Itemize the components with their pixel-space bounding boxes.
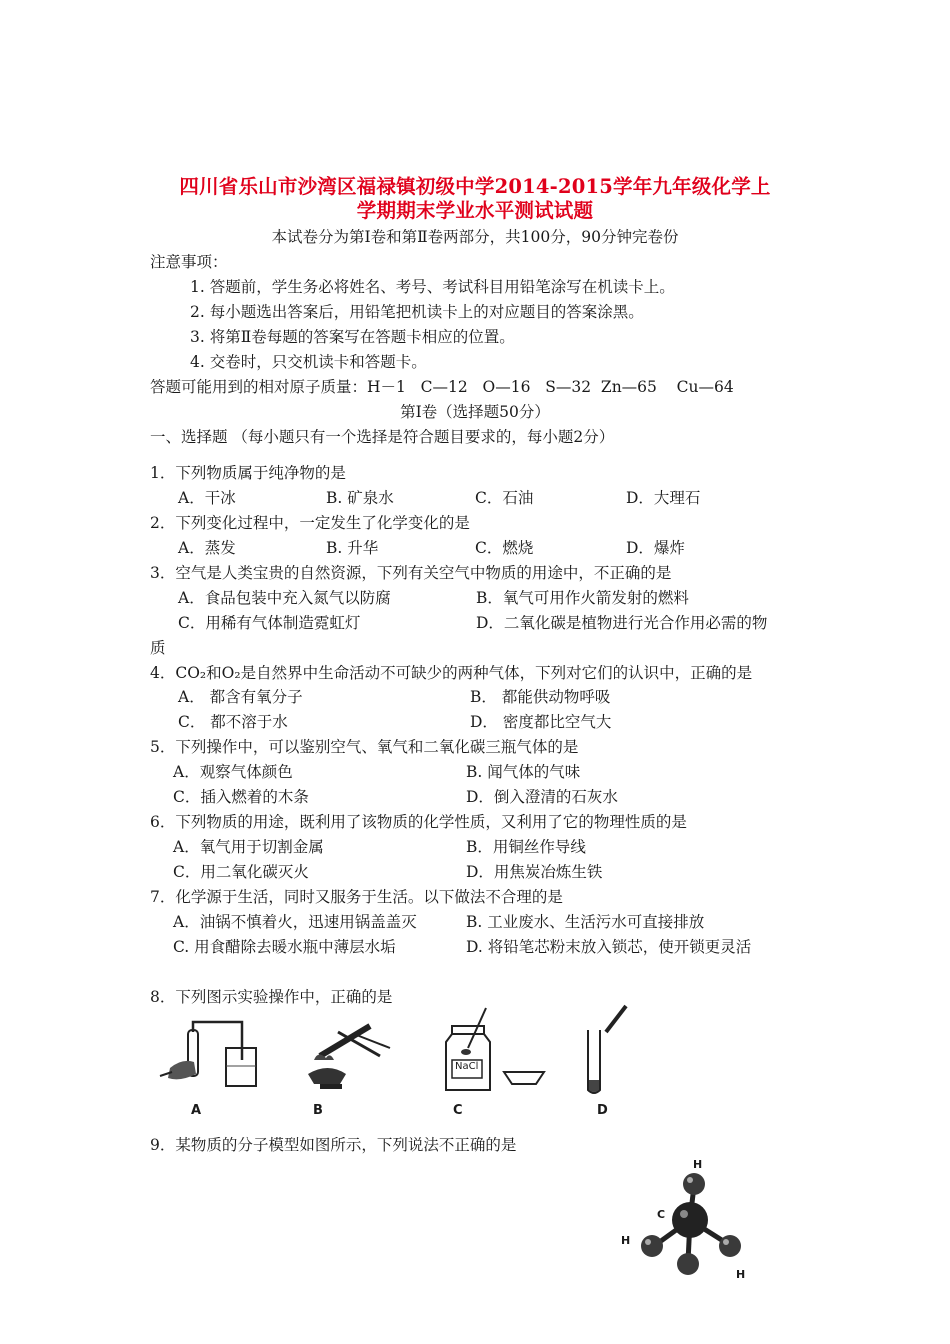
option-c: C．用二氧化碳灭火 <box>173 863 309 881</box>
option-d: D．大理石 <box>626 489 701 507</box>
atom-label-c: C <box>657 1208 666 1221</box>
lab-figure-d <box>580 1004 630 1100</box>
question-stem: 2．下列变化过程中，一定发生了化学变化的是 <box>150 514 470 532</box>
option-c: C．插入燃着的木条 <box>173 788 309 806</box>
option-b: B. 矿泉水 <box>326 489 394 507</box>
option-a: A．氧气用于切割金属 <box>173 838 324 856</box>
option-c: C． 都不溶于水 <box>178 713 288 731</box>
figure-label-d: D <box>597 1103 608 1118</box>
question-stem: 5．下列操作中，可以鉴别空气、氧气和二氧化碳三瓶气体的是 <box>150 738 579 756</box>
figure-label-a: A <box>191 1103 202 1118</box>
option-b: B． 都能供动物呼吸 <box>470 688 611 706</box>
section-heading: 一、选择题 （每小题只有一个选择是符合题目要求的，每小题2分） <box>150 428 615 446</box>
option-a: A．观察气体颜色 <box>173 763 293 781</box>
option-a: A．蒸发 <box>178 539 236 557</box>
atom-label-h-right: H <box>736 1268 746 1281</box>
question-stem: 1．下列物质属于纯净物的是 <box>150 464 346 482</box>
question-stem: 6．下列物质的用途，既利用了该物质的化学性质，又利用了它的物理性质的是 <box>150 813 687 831</box>
option-d: D．用焦炭冶炼生铁 <box>466 863 603 881</box>
option-d: D．爆炸 <box>626 539 685 557</box>
note-item-3: 3. 将第Ⅱ卷每题的答案写在答题卡相应的位置。 <box>190 328 515 346</box>
option-b: B．用铜丝作导线 <box>466 838 586 856</box>
exam-title-line2: 学期期末学业水平测试试题 <box>356 199 594 222</box>
option-a: A．食品包装中充入氮气以防腐 <box>178 589 391 607</box>
option-b: B．氧气可用作火箭发射的燃料 <box>476 589 689 607</box>
lab-figure-c <box>440 1008 560 1096</box>
note-item-1: 1. 答题前，学生务必将姓名、考号、考试科目用铅笔涂写在机读卡上。 <box>190 278 675 296</box>
option-d: D. 将铅笔芯粉末放入锁芯，使开锁更灵活 <box>466 938 752 956</box>
figure-label-b: B <box>313 1103 323 1118</box>
notes-heading: 注意事项： <box>150 253 228 271</box>
note-item-2: 2. 每小题选出答案后，用铅笔把机读卡上的对应题目的答案涂黑。 <box>190 303 644 321</box>
lab-figure-a <box>160 1018 260 1098</box>
option-continuation: 质 <box>150 639 166 657</box>
molecule-model <box>630 1170 770 1280</box>
exam-intro: 本试卷分为第Ⅰ卷和第Ⅱ卷两部分，共100分，90分钟完卷份 <box>271 228 679 246</box>
option-d: D．二氧化碳是植物进行光合作用必需的物 <box>476 614 768 632</box>
option-a: A． 都含有氧分子 <box>178 688 303 706</box>
option-c: C．石油 <box>475 489 534 507</box>
option-d: D．倒入澄清的石灰水 <box>466 788 618 806</box>
figure-label-c: C <box>453 1103 463 1118</box>
option-a: A．油锅不慎着火，迅速用锅盖盖灭 <box>173 913 417 931</box>
question-stem: 9．某物质的分子模型如图所示，下列说法不正确的是 <box>150 1136 517 1154</box>
option-b: B. 工业废水、生活污水可直接排放 <box>466 913 705 931</box>
atomic-masses: 答题可能用到的相对原子质量：H－1 C—12 O—16 S—32 Zn—65 Cu—64 <box>150 378 734 396</box>
part1-heading: 第Ⅰ卷（选择题50分） <box>400 403 550 421</box>
atom-label-h-top: H <box>693 1158 703 1171</box>
lab-figure-b <box>300 1012 395 1098</box>
option-c: C．燃烧 <box>475 539 534 557</box>
option-c: C．用稀有气体制造霓虹灯 <box>178 614 361 632</box>
option-d: D． 密度都比空气大 <box>470 713 612 731</box>
exam-title-line1: 四川省乐山市沙湾区福禄镇初级中学2014-2015学年九年级化学上 <box>179 175 771 198</box>
question-stem: 8．下列图示实验操作中，正确的是 <box>150 988 393 1006</box>
atom-label-h-left: H <box>621 1234 631 1247</box>
option-c: C. 用食醋除去暖水瓶中薄层水垢 <box>173 938 396 956</box>
question-stem: 4．CO₂和O₂是自然界中生命活动不可缺少的两种气体，下列对它们的认识中，正确的是 <box>150 664 753 682</box>
option-b: B. 闻气体的气味 <box>466 763 581 781</box>
question-stem: 7．化学源于生活，同时又服务于生活。以下做法不合理的是 <box>150 888 563 906</box>
bottle-label: NaCl <box>455 1061 479 1072</box>
option-a: A．干冰 <box>178 489 236 507</box>
note-item-4: 4. 交卷时，只交机读卡和答题卡。 <box>190 353 427 371</box>
option-b: B. 升华 <box>326 539 379 557</box>
question-stem: 3．空气是人类宝贵的自然资源，下列有关空气中物质的用途中，不正确的是 <box>150 564 672 582</box>
